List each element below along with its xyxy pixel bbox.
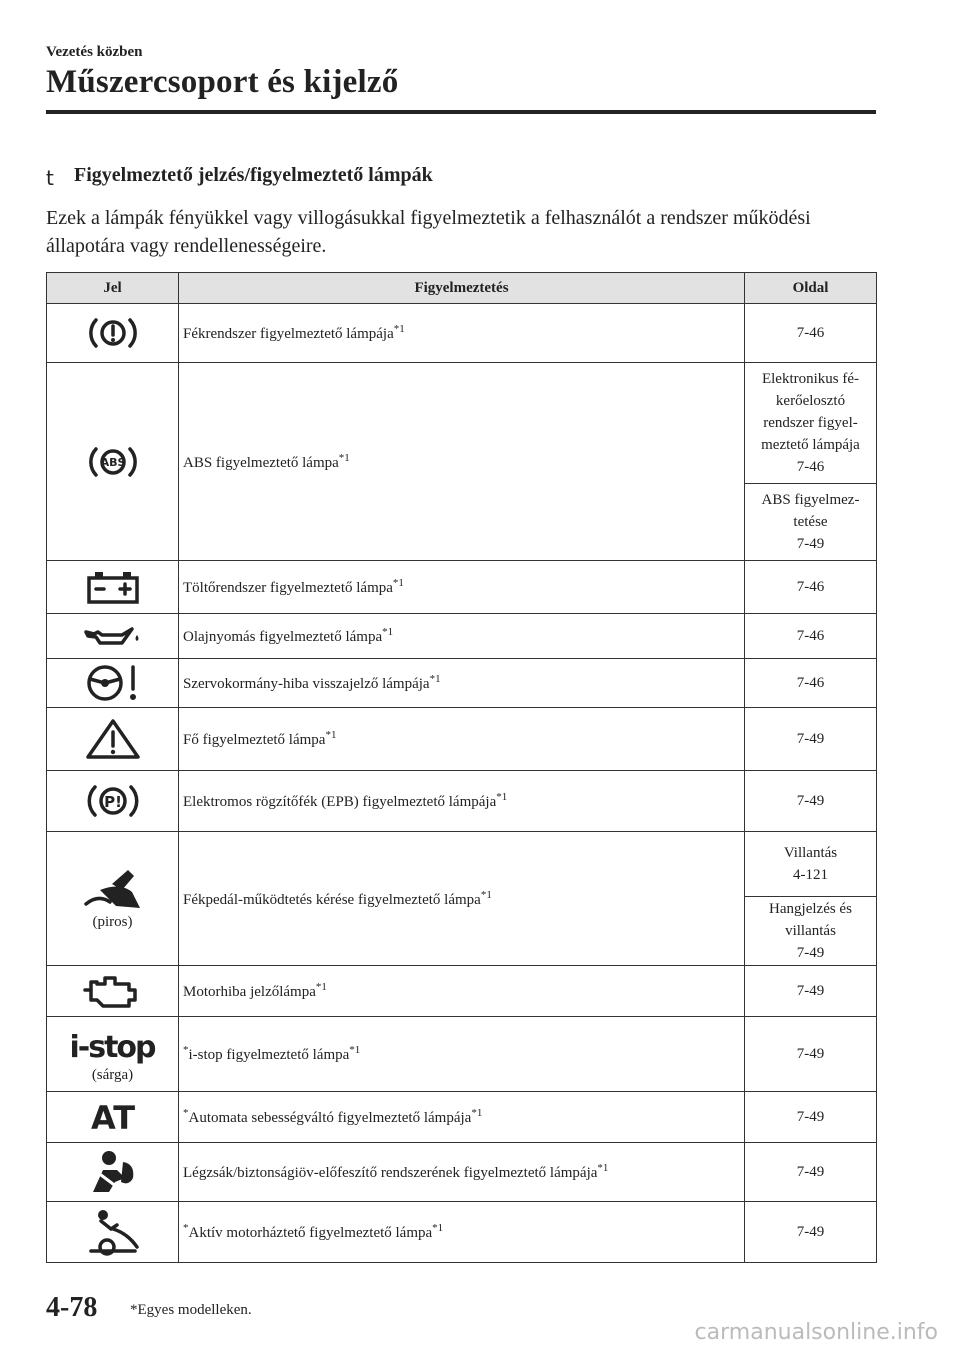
page-reference: 7-49 <box>745 1143 877 1202</box>
table-row <box>47 1017 877 1092</box>
symbol-cell <box>47 363 179 561</box>
col-header-warning: Figyelmeztetés <box>179 273 745 304</box>
airbag-icon <box>48 1148 177 1196</box>
warning-text <box>179 832 745 966</box>
warning-text <box>179 708 745 771</box>
page-title: Műszercsoport és kijelző <box>46 64 399 100</box>
warning-text <box>179 659 745 708</box>
svg-text:AT: AT <box>90 1099 135 1137</box>
symbol-cell <box>47 614 179 659</box>
symbol-cell <box>47 832 179 966</box>
symbol-cell <box>47 1017 179 1092</box>
warning-label: ABS figyelmeztető lámpa <box>183 454 339 471</box>
footnote-ref: *1 <box>432 1222 444 1234</box>
col-header-page: Oldal <box>745 273 877 304</box>
page-reference: 7-49 <box>745 708 877 771</box>
footnote-ref: *1 <box>496 791 508 803</box>
warning-text <box>179 1202 745 1263</box>
symbol-cell <box>47 1202 179 1263</box>
warning-text <box>179 614 745 659</box>
footnote-ref: *1 <box>325 729 337 741</box>
chapter-label: Vezetés közben <box>46 44 143 60</box>
warning-text <box>179 1143 745 1202</box>
warning-text <box>179 771 745 832</box>
watermark: carmanualsonline.info <box>694 1320 938 1345</box>
warning-label: Töltőrendszer figyelmeztető lámpa <box>183 580 393 596</box>
page-reference: 7-46 <box>745 659 877 708</box>
footnote-ref: *1 <box>429 673 441 685</box>
warning-text <box>179 304 745 363</box>
warning-label: Légzsák/biztonságiöv-előfeszítő rendszerének figyelmeztető lámpája <box>183 1165 598 1181</box>
warning-label: Fékrendszer figyelmeztető lámpája <box>183 326 394 342</box>
table-row <box>47 966 877 1017</box>
footnote-ref: *1 <box>382 626 394 638</box>
warning-text <box>179 1017 745 1092</box>
symbol-cell <box>47 771 179 832</box>
table-body <box>47 304 877 1263</box>
model-asterisk: * <box>183 1222 189 1234</box>
footnote-ref: *1 <box>392 577 404 589</box>
engine-check-icon <box>48 970 177 1012</box>
symbol-cell <box>47 1092 179 1143</box>
footnote-ref: *1 <box>393 323 405 335</box>
symbol-cell <box>47 561 179 614</box>
footnote-ref: *1 <box>315 981 327 993</box>
page-reference: 7-49 <box>745 966 877 1017</box>
page-reference: ABS figyelmez- tetése 7-49 <box>745 484 877 561</box>
table-row <box>47 304 877 363</box>
model-asterisk: * <box>183 1044 189 1056</box>
footnote-ref: *1 <box>471 1107 483 1119</box>
page-reference: Villantás 4-121 <box>745 832 877 897</box>
page-reference: Hangjelzés és villantás 7-49 <box>745 897 877 966</box>
svg-text:ABS: ABS <box>100 455 125 469</box>
section-title: Figyelmeztető jelzés/figyelmeztető lámpák <box>74 164 433 186</box>
at-warning-icon <box>48 1099 177 1135</box>
page-reference: 7-46 <box>745 561 877 614</box>
footnote-ref: *1 <box>597 1162 609 1174</box>
footnote-ref: *1 <box>349 1044 361 1056</box>
symbol-color-note: (sárga) <box>91 1066 134 1083</box>
symbol-cell <box>47 659 179 708</box>
brake-warning-icon <box>48 314 177 352</box>
page-reference: 7-46 <box>745 304 877 363</box>
table-row <box>47 363 877 484</box>
page-reference: 7-49 <box>745 1017 877 1092</box>
symbol-cell <box>47 304 179 363</box>
footnote: *Egyes modelleken. <box>130 1302 252 1318</box>
table-row <box>47 832 877 897</box>
table-row <box>47 1143 877 1202</box>
model-asterisk: * <box>183 1107 189 1119</box>
active-bonnet-icon <box>48 1207 177 1257</box>
svg-text:P!: P! <box>103 793 122 811</box>
table-row <box>47 708 877 771</box>
table-row <box>47 614 877 659</box>
warning-label: Olajnyomás figyelmeztető lámpa <box>183 629 383 645</box>
table-row <box>47 1202 877 1263</box>
page-reference: 7-49 <box>745 1092 877 1143</box>
col-header-symbol: Jel <box>47 273 179 304</box>
epb-warning-icon <box>48 781 177 821</box>
warning-text <box>179 966 745 1017</box>
warning-label: Szervokormány-hiba visszajelző lámpája <box>183 676 430 692</box>
power-steering-icon <box>48 663 177 703</box>
warning-label: Fékpedál-működtetés kérése figyelmeztető lámpa <box>183 891 481 908</box>
table-row <box>47 771 877 832</box>
symbol-cell <box>47 708 179 771</box>
header-divider <box>46 110 876 114</box>
warning-text <box>179 363 745 561</box>
warning-label: Fő figyelmeztető lámpa <box>183 732 326 748</box>
symbol-color-note: (piros) <box>92 914 133 930</box>
battery-charging-icon <box>48 569 177 605</box>
symbol-cell <box>47 1143 179 1202</box>
abs-warning-icon <box>48 443 177 481</box>
warning-label: i-stop figyelmeztető lámpa <box>188 1047 350 1063</box>
warning-label: Motorhiba jelzőlámpa <box>183 984 316 1000</box>
page-reference: 7-46 <box>745 614 877 659</box>
i-stop-icon <box>48 1025 177 1065</box>
brake-pedal-icon <box>48 866 177 912</box>
symbol-cell <box>47 966 179 1017</box>
table-row <box>47 1092 877 1143</box>
section-marker: t <box>46 166 54 190</box>
table-header-row <box>47 273 877 304</box>
warning-text <box>179 1092 745 1143</box>
warning-table <box>46 272 877 1263</box>
page-reference: Elektronikus fé- kerőelosztó rendszer figyel- meztető lámpája 7-46 <box>745 363 877 484</box>
warning-text <box>179 561 745 614</box>
footnote-ref: *1 <box>480 888 492 901</box>
footnote-ref: *1 <box>338 451 350 464</box>
warning-label: Elektromos rögzítőfék (EPB) figyelmeztető lámpája <box>183 794 497 810</box>
master-warning-icon <box>48 717 177 761</box>
warning-label: Aktív motorháztető figyelmeztető lámpa <box>188 1225 433 1241</box>
table-row <box>47 659 877 708</box>
oil-pressure-icon <box>48 623 177 649</box>
page-reference: 7-49 <box>745 1202 877 1263</box>
page-number: 4-78 <box>46 1292 98 1323</box>
svg-text:i-stop: i-stop <box>68 1029 155 1065</box>
page-reference: 7-49 <box>745 771 877 832</box>
warning-label: Automata sebességváltó figyelmeztető lámpája <box>188 1110 472 1126</box>
table-row <box>47 561 877 614</box>
intro-paragraph: Ezek a lámpák fényükkel vagy villogásukkal figyelmeztetik a felhasználót a rendszer működési állapotára vagy rendellenességeire. <box>46 207 811 257</box>
